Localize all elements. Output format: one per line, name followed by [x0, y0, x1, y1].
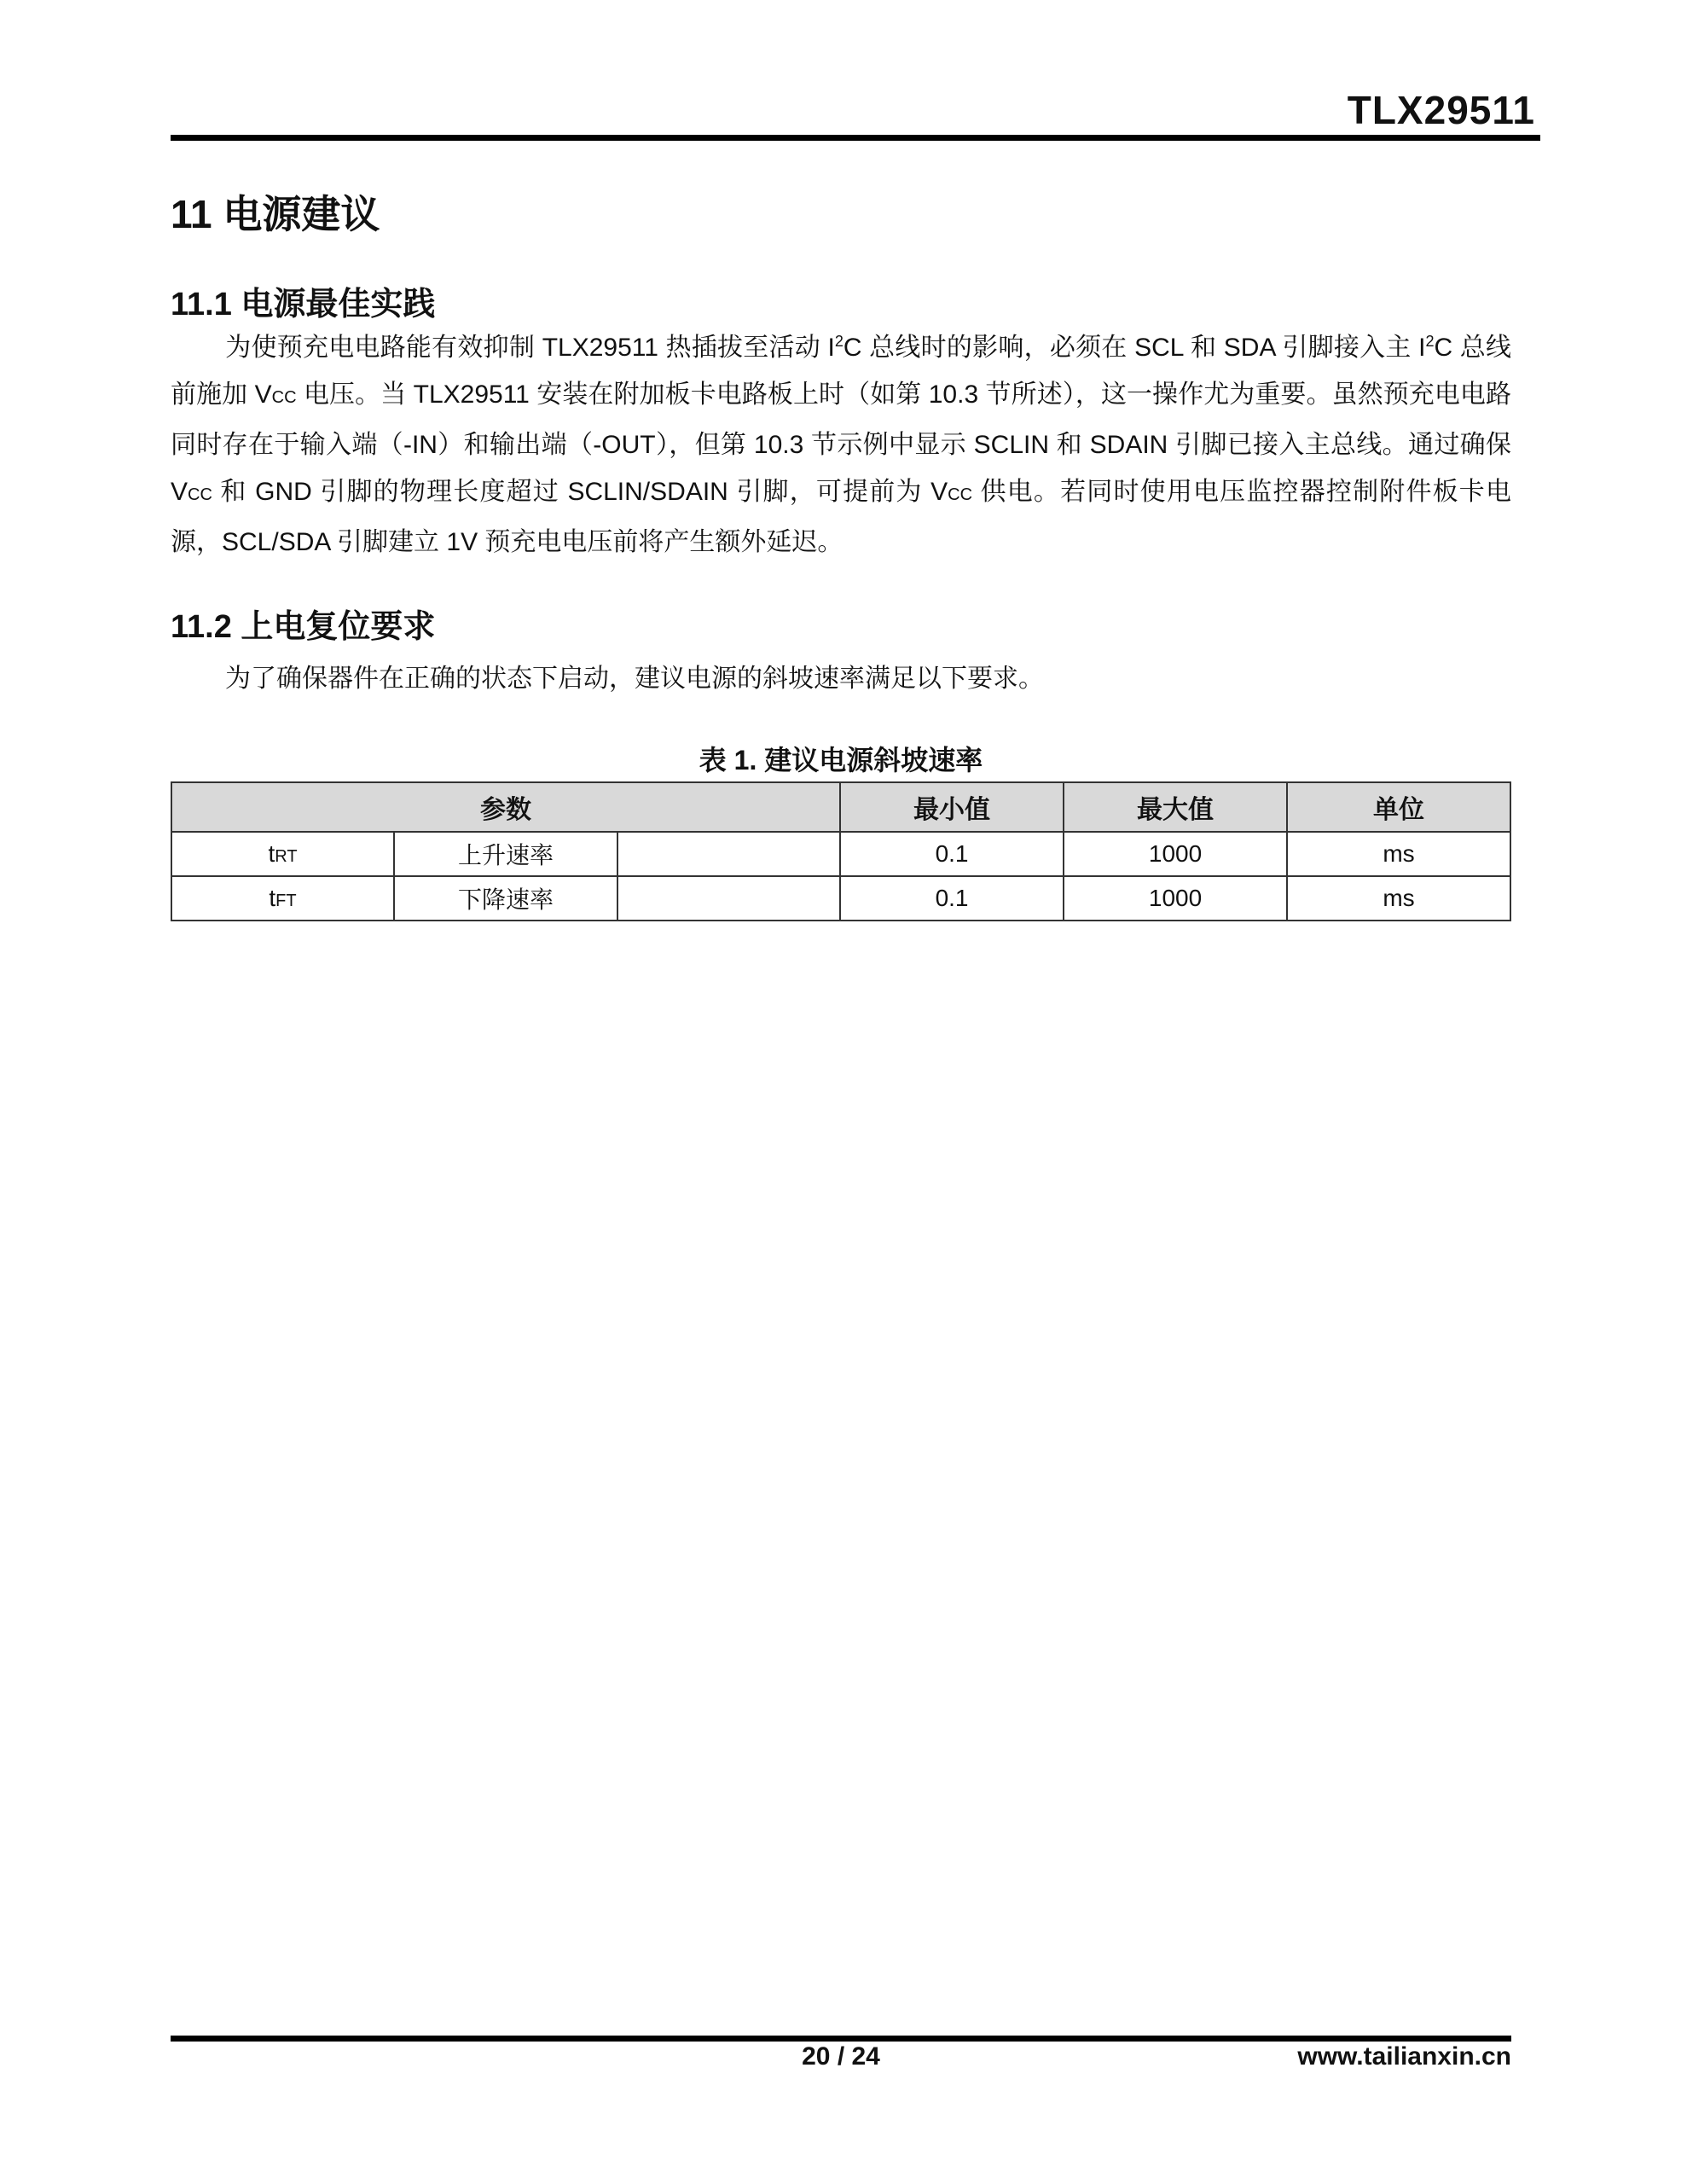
table-caption: 表 1. 建议电源斜坡速率	[699, 745, 983, 775]
subsection-title-por: 11.2 上电复位要求	[171, 609, 436, 645]
param-description: 下降速率	[394, 876, 617, 921]
max-value: 1000	[1064, 832, 1287, 876]
param-description: 上升速率	[394, 832, 617, 876]
footer-rule	[171, 2036, 1511, 2042]
empty-cell	[617, 876, 840, 921]
unit-value: ms	[1287, 832, 1510, 876]
table-row	[171, 832, 1510, 876]
ramp-rate-table	[171, 781, 1511, 921]
param-symbol: tFT	[171, 876, 394, 921]
header-param: 参数	[171, 782, 840, 832]
empty-cell	[617, 832, 840, 876]
header-part-number: TLX29511	[1347, 88, 1535, 132]
param-symbol: tRT	[171, 832, 394, 876]
header-unit: 单位	[1287, 782, 1510, 832]
page-number: 20 / 24	[802, 2042, 880, 2071]
max-value: 1000	[1064, 876, 1287, 921]
header-rule	[171, 135, 1540, 141]
table-row	[171, 876, 1510, 921]
best-practice-paragraph: 为使预充电电路能有效抑制 TLX29511 热插拔至活动 $I^2C$ 总线时的影响，必须在 SCL 和 SDA 引脚接入主 $I^2C$ 总线前施加 VCC 电压。当 TLX29511 安装在附加板卡电路板上时（如第 10.3 节所述），这一操作尤为重要。虽然预充电电路同时存在于输入端（-IN）和输出端（-OUT），但第 10.3 节示例中显示 SCLIN 和 SDAIN 引脚已接入主总线。通过确保 VCC 和 GND 引脚的物理长度超过 SCLIN/SDAIN 引脚，可提前为 VCC 供电。若同时使用电压监控器控制附件板卡电源，SCL/SDA 引脚建立 1V 预充电电压前将产生额外延迟。	[171, 333, 1511, 556]
por-paragraph: 为了确保器件在正确的状态下启动，建议电源的斜坡速率满足以下要求。	[225, 665, 1044, 693]
section-title: 11 电源建议	[171, 192, 380, 236]
min-value: 0.1	[840, 876, 1064, 921]
table-header-row	[171, 782, 1510, 832]
unit-value: ms	[1287, 876, 1510, 921]
min-value: 0.1	[840, 832, 1064, 876]
footer-url[interactable]: www.tailianxin.cn	[1297, 2042, 1511, 2071]
header-max: 最大值	[1064, 782, 1287, 832]
subsection-title-best-practice: 11.1 电源最佳实践	[171, 287, 436, 322]
header-min: 最小值	[840, 782, 1064, 832]
